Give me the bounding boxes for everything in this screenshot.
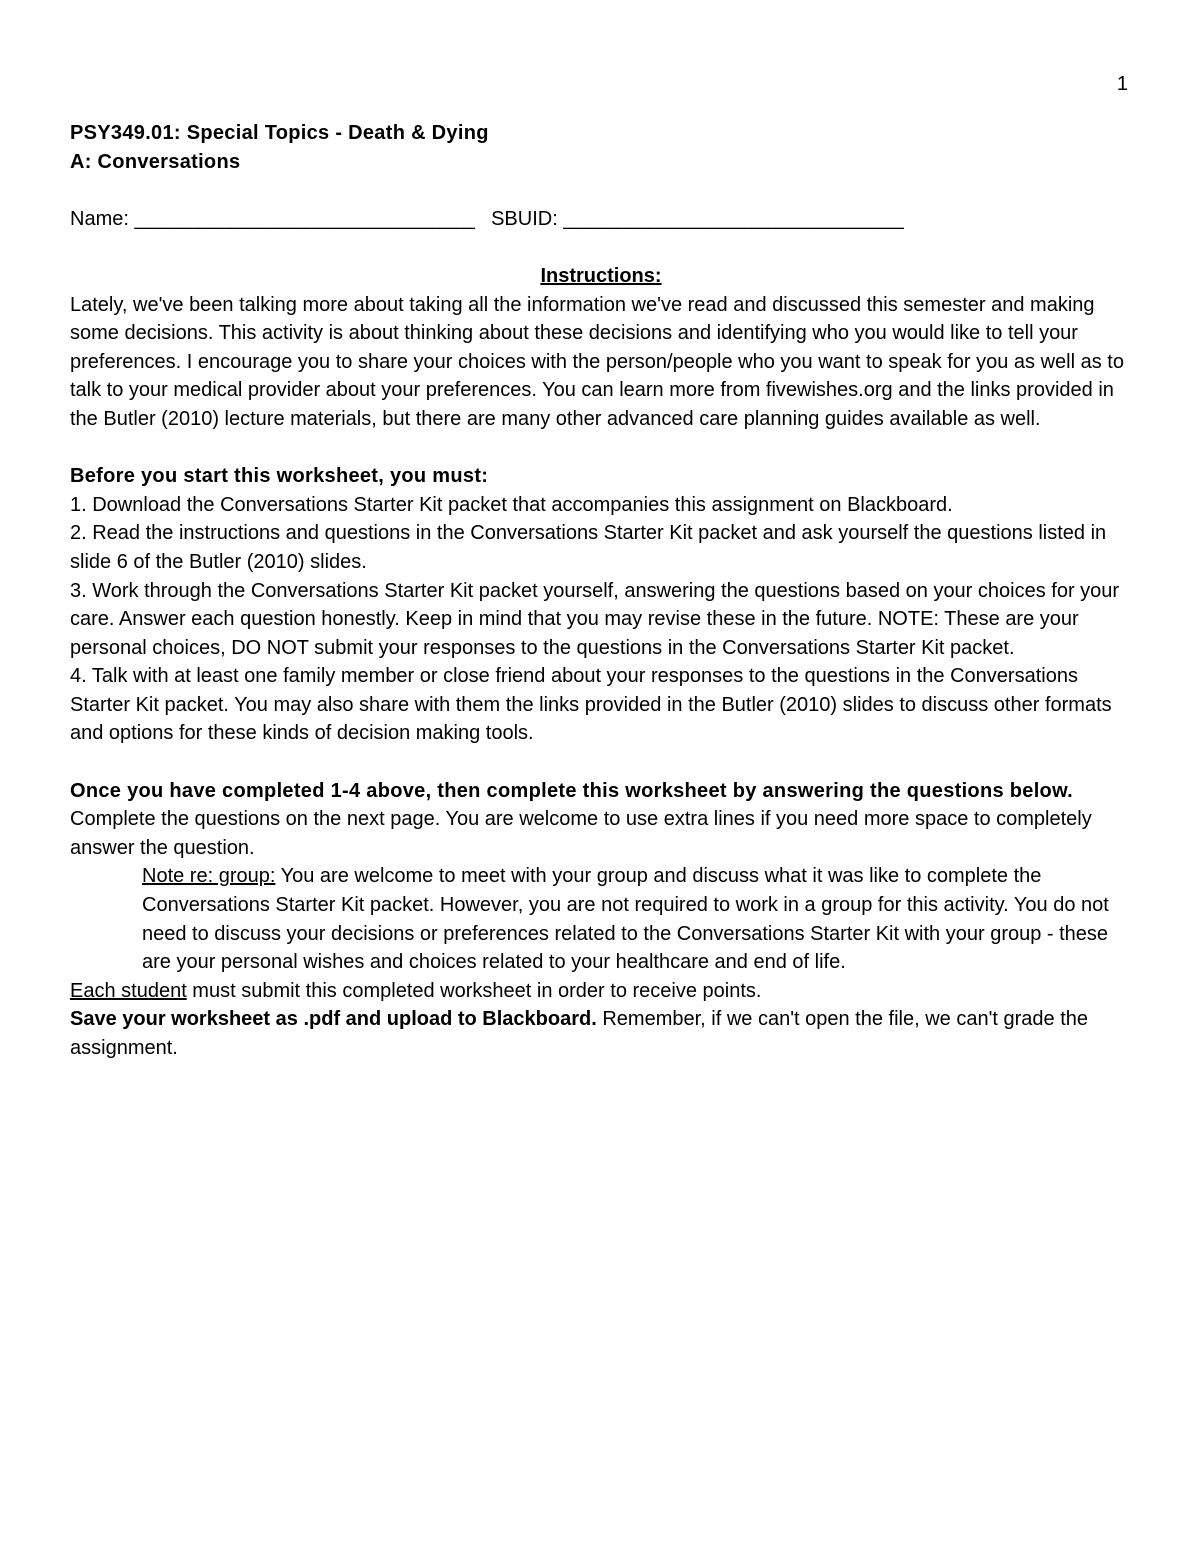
each-student-label: Each student — [70, 979, 187, 1002]
name-label: Name: — [70, 207, 129, 230]
save-instruction — [70, 1005, 1132, 1062]
spacer — [70, 748, 1132, 777]
sbuid-blank[interactable]: ________________________________ — [563, 207, 904, 230]
step-item: 2. Read the instructions and questions in the Conversations Starter Kit packet and ask yourself the questions listed in slide 6 of the Butler (2010) slides. — [70, 522, 1107, 573]
step-item: 3. Work through the Conversations Starter Kit packet yourself, answering the questions based on your choices for your care. Answer each question honestly. Keep in mind that you may revise these in the future. NOTE: These are your personal choices, DO NOT submit your responses to the questions in the Conversations Starter Kit packet. — [70, 579, 1120, 659]
completion-heading: Once you have completed 1-4 above, then complete this worksheet by answering the questions below. — [70, 779, 1074, 802]
sbuid-label: SBUID: — [491, 207, 558, 230]
completion-text: Complete the questions on the next page. You are welcome to use extra lines if you need more space to completely answer the question. — [70, 808, 1092, 859]
assignment-title: A: Conversations — [70, 150, 241, 173]
step-item: 1. Download the Conversations Starter Kit packet that accompanies this assignment on Blackboard. — [70, 493, 953, 516]
group-note-text: You are welcome to meet with your group and discuss what it was like to complete the Conversations Starter Kit packet. However, you are not required to work in a group for this activity. You do not need to discuss your decisions or preferences related to the Conversations Starter Kit with your group - these are your personal wishes and choices related to your healthcare and end of life. — [142, 865, 1109, 974]
name-blank[interactable]: ________________________________ — [134, 207, 475, 230]
before-heading: Before you start this worksheet, you must: — [70, 465, 489, 488]
instructions-heading: Instructions: — [540, 264, 662, 287]
name-sbuid-line — [70, 205, 1132, 234]
instructions-intro: Lately, we've been talking more about taking all the information we've read and discussed this semester and making some decisions. This activity is about thinking about these decisions and identifying who you would like to tell your preferences. I encourage you to share your choices with the person/people who you want to speak for you as well as to talk to your medical provider about your preferences. You can learn more from fivewishes.org and the links provided in the Butler (2010) lecture materials, but there are many other advanced care planning guides available as well. — [70, 293, 1124, 430]
each-student-text: must submit this completed worksheet in order to receive points. — [186, 979, 762, 1002]
document-body — [70, 119, 1132, 1063]
page-number: 1 — [1116, 73, 1128, 95]
group-note-label: Note re: group: — [142, 865, 276, 888]
each-student-line — [70, 977, 1132, 1006]
step-item: 4. Talk with at least one family member or close friend about your responses to the questions in the Conversations Starter Kit packet. You may also share with them the links provided in the Butler (2010) slides to discuss other formats and options for these kinds of decision making tools. — [70, 665, 1112, 745]
group-note — [70, 862, 1132, 976]
save-instruction-text: Remember, if we can't open the file, we can't grade the assignment. — [70, 1008, 1089, 1059]
save-instruction-bold: Save your worksheet as .pdf and upload to Blackboard. — [70, 1008, 597, 1031]
spacer — [70, 233, 1132, 262]
course-title: PSY349.01: Special Topics - Death & Dying — [70, 122, 489, 144]
spacer — [70, 434, 1132, 463]
